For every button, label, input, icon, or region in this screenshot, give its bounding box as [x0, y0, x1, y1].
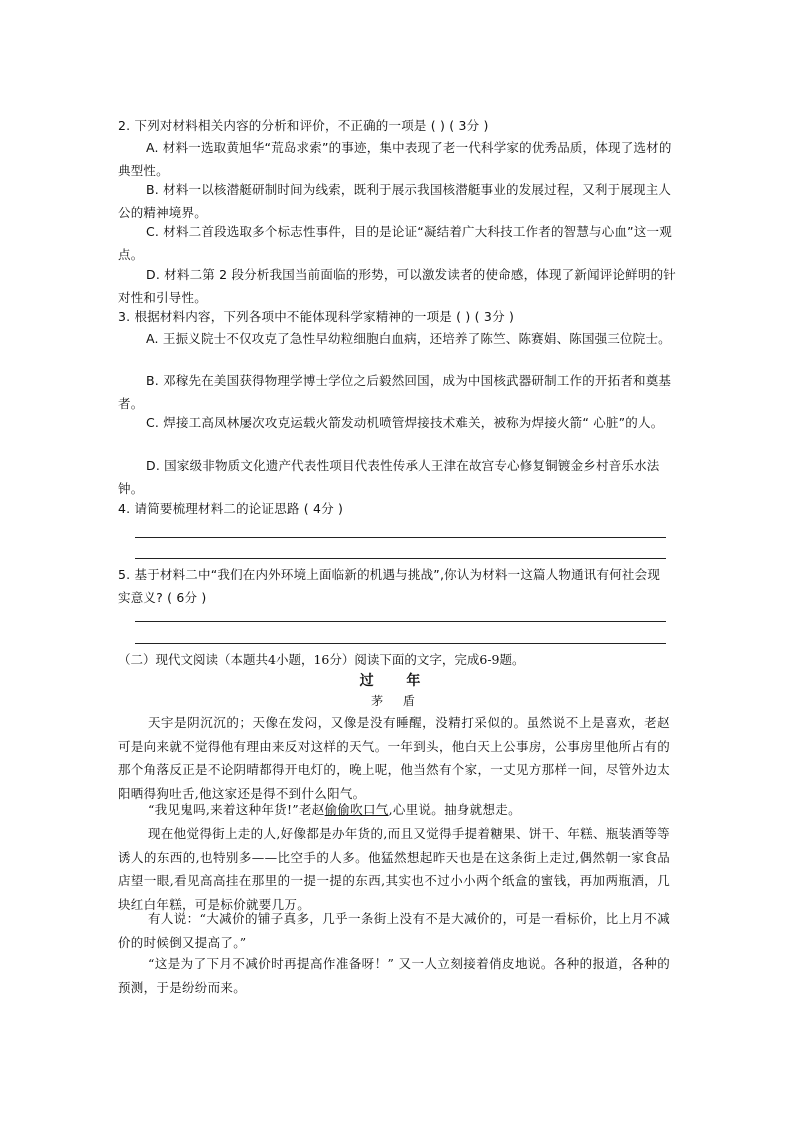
question-3-option-a: A. 王振义院士不仅攻克了急性早幼粒细胞白血病，还培养了陈竺、陈赛娟、陈国强三位院士。	[146, 331, 671, 346]
question-2-option-c: C. 材料二首段选取多个标志性事件，目的是论证“凝结着广大科技工作者的智慧与心血”这一观点。	[118, 224, 672, 262]
question-3-option-c: C. 焊接工高凤林屡次攻克运载火箭发动机喷管焊接技术难关，被称为焊接火箭“ 心脏”的人。	[146, 415, 664, 430]
answer-line[interactable]	[135, 558, 666, 559]
question-5-text: 5. 基于材料二中“我们在内外环境上面临新的机遇与挑战”,你认为材料一这篇人物通讯有何社会现实意义? ( 6分 )	[118, 567, 661, 605]
answer-line[interactable]	[135, 537, 666, 538]
section-heading: （二）现代文阅读（本题共4小题，16分）阅读下面的文字，完成6-9题。	[118, 652, 525, 667]
story-paragraph: 天宇是阴沉沉的；天像在发闷，又像是没有睡醒，没精打采似的。虽然说不上是喜欢，老赵可是向来就不觉得他有理由来反对这样的天气。一年到头，他白天上公事房，公事房里他所占有的那个角落反正是不论阴晴都得开电灯的，晚上呢，他当然有个家，一丈见方那样一间，尽管外边太阳晒得狗吐舌,他这家还是得不到什么阳气。	[118, 715, 670, 801]
story-paragraph	[118, 798, 670, 822]
story-author: 茅 盾	[371, 694, 423, 708]
question-2-stem: 2. 下列对材料相关内容的分析和评价，不正确的一项是 ( ) ( 3分 )	[118, 118, 489, 133]
story-text: “我见鬼吗,来着这种年货!”老赵	[148, 802, 325, 817]
story-title: 过 年	[359, 673, 435, 689]
answer-line[interactable]	[135, 643, 666, 644]
question-2-option-d: D. 材料二第 2 段分析我国当前面临的形势，可以激发读者的使命感，体现了新闻评论鲜明的针对性和引导性。	[118, 267, 676, 305]
question-2-option-a: A. 材料一选取黄旭华“荒岛求索”的事迹，集中表现了老一代科学家的优秀品质，体现了选材的典型性。	[118, 140, 672, 178]
underlined-phrase: 偷偷吹口气	[324, 802, 389, 817]
story-paragraph: 有人说：“大减价的铺子真多，几乎一条街上没有不是大减价的，可是一看标价，比上月不减价的时候倒又提高了。”	[118, 911, 670, 950]
question-3-option-b: B. 邓稼先在美国获得物理学博士学位之后毅然回国，成为中国核武器研制工作的开拓者和奠基者。	[118, 373, 672, 411]
story-paragraph: “这是为了下月不减价时再提高作准备呀！” 又一人立刻接着俏皮地说。各种的报道，各种的预测，于是纷纷而来。	[118, 956, 670, 995]
question-5-stem	[118, 563, 663, 609]
story-paragraph: 现在他觉得街上走的人,好像都是办年货的,而且又觉得手提着糖果、饼干、年糕、瓶装酒等等诱人的东西的,也特别多——比空手的人多。他猛然想起昨天也是在这条街上走过,偶然朝一家食品店望一眼,看见高高挂在那里的一提一提的东西,其实也不过小小两个纸盒的蜜钱，再加两瓶酒，几块红白年糕，可是标价就要几万。	[118, 826, 670, 912]
question-2-option-b: B. 材料一以核潜艇研制时间为线索，既利于展示我国核潜艇事业的发展过程，又利于展现主人公的精神境界。	[118, 182, 672, 220]
question-3-stem: 3. 根据材料内容，下列各项中不能体现科学家精神的一项是 ( ) ( 3分 )	[118, 309, 515, 324]
answer-line[interactable]	[135, 621, 666, 622]
question-4-stem: 4. 请简要梳理材料二的论证思路 ( 4分 )	[118, 501, 344, 516]
question-3-option-d: D. 国家级非物质文化遗产代表性项目代表性传承人王津在故宫专心修复铜镀金乡村音乐水法钟。	[118, 458, 660, 496]
story-text: ,心里说。抽身就想走。	[388, 802, 521, 817]
